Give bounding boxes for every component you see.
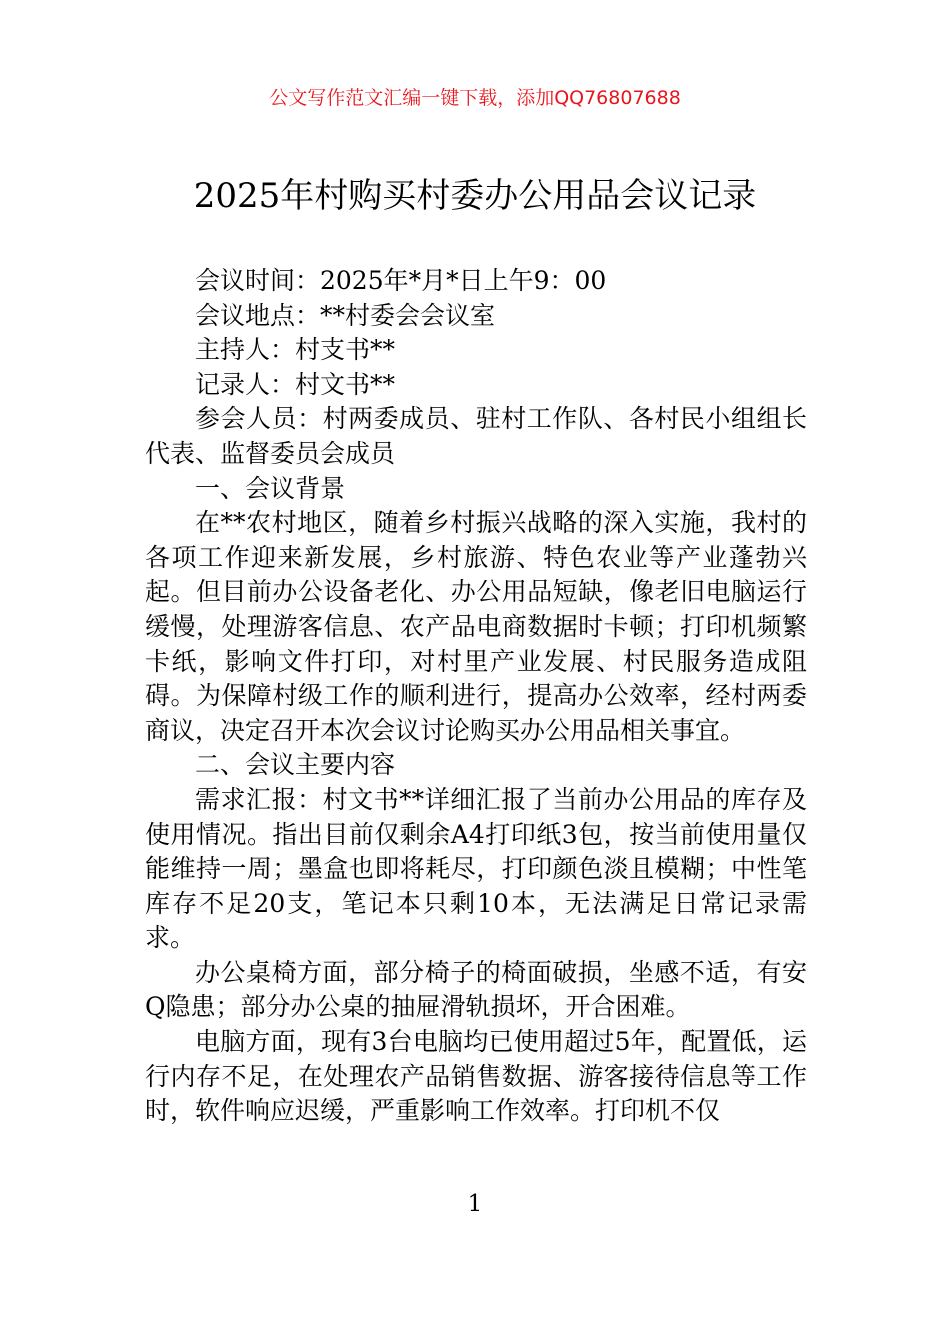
meeting-host: 主持人：村支书** (195, 335, 396, 365)
furniture-paragraph: 办公桌椅方面，部分椅子的椅面破损，坐感不适，有安Q隐患；部分办公桌的抽屉滑轨损坏，开合困难。 (145, 957, 807, 1022)
demand-report-paragraph: 需求汇报：村文书**详细汇报了当前办公用品的库存及使用情况。指出目前仅剩余A4打印纸3包，按当前使用量仅能维持一周；墨盒也即将耗尽，打印颜色淡且模糊；中性笔库存不足20支，笔记本只剩10本，无法满足日常记录需求。 (145, 784, 807, 953)
meeting-place: 会议地点：**村委会会议室 (195, 300, 496, 330)
meeting-time: 会议时间：2025年*月*日上午9：00 (195, 266, 607, 295)
computer-paragraph: 电脑方面，现有3台电脑均已使用超过5年，配置低，运行内存不足，在处理农产品销售数据、游客接待信息等工作时，软件响应迟缓，严重影响工作效率。打印机不仅 (145, 1027, 807, 1126)
meeting-attendees: 参会人员：村两委成员、驻村工作队、各村民小组组长代表、监督委员会成员 (145, 404, 807, 468)
section-heading-background: 一、会议背景 (195, 473, 346, 503)
meeting-recorder: 记录人：村文书** (195, 369, 396, 399)
section-heading-main-content: 二、会议主要内容 (195, 750, 396, 780)
document-title: 2025年村购买村委办公用品会议记录 (193, 176, 757, 216)
background-paragraph: 在**农村地区，随着乡村振兴战略的深入实施，我村的各项工作迎来新发展，乡村旅游、特色农业等产业蓬勃兴起。但目前办公设备老化、办公用品短缺，像老旧电脑运行缓慢，处理游客信息、农产品电商数据时卡顿；打印机频繁卡纸，影响文件打印，对村里产业发展、村民服务造成阻碍。为保障村级工作的顺利进行，提高办公效率，经村两委商议，决定召开本次会议讨论购买办公用品相关事宜。 (145, 508, 807, 745)
page-number: 1 (467, 1191, 483, 1217)
download-watermark: 公文写作范文汇编一键下载，添加QQ76807688 (269, 87, 681, 109)
document-body (145, 264, 807, 1129)
